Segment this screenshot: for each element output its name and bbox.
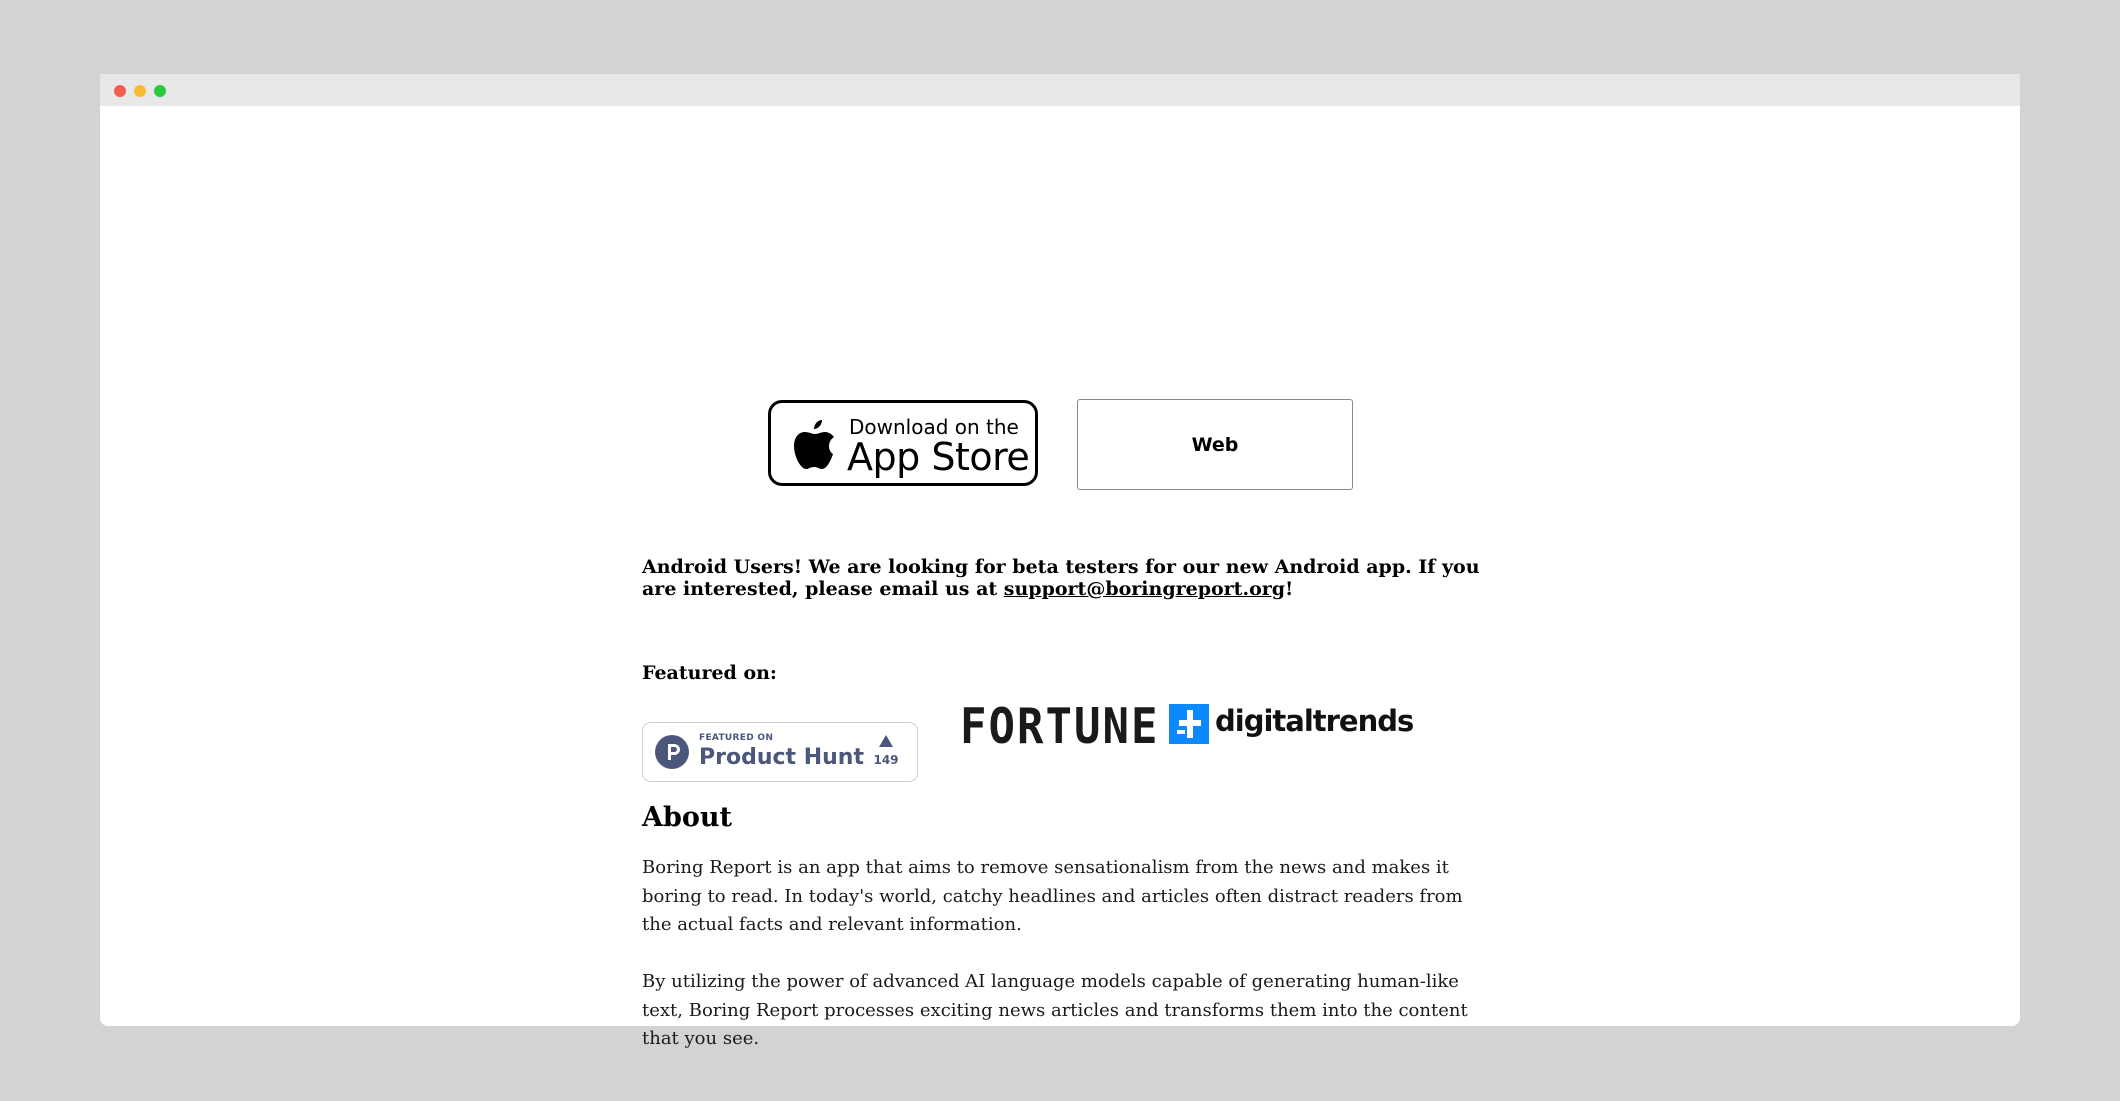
- title-bar: [100, 74, 2020, 106]
- apple-icon: [791, 417, 837, 471]
- product-hunt-logo-icon: [655, 735, 689, 769]
- minimize-window-button[interactable]: [134, 85, 146, 97]
- product-hunt-caption: FEATURED ON: [699, 733, 774, 743]
- about-heading: About: [642, 802, 732, 833]
- web-app-button[interactable]: Web: [1077, 399, 1353, 490]
- digital-trends-logo[interactable]: [1169, 704, 1414, 746]
- notice-suffix: !: [1285, 578, 1294, 600]
- maximize-window-button[interactable]: [154, 85, 166, 97]
- notice-text: Android Users! We are looking for beta testers for our new Android app. If you are interested, please email us at: [642, 556, 1480, 600]
- app-store-caption: Download on the: [849, 415, 1019, 439]
- about-paragraph-2: By utilizing the power of advanced AI language models capable of generating human-like text, Boring Report processes exciting news articles and transforms them into the content that you see.: [642, 971, 1468, 1049]
- product-hunt-badge[interactable]: [642, 722, 918, 782]
- about-paragraph-1: Boring Report is an app that aims to remove sensationalism from the news and makes it boring to read. In today's world, catchy headlines and articles often distract readers from the actual facts and relevant information.: [642, 857, 1463, 935]
- page-content: [100, 106, 2020, 1049]
- upvote-triangle-icon: [879, 735, 893, 747]
- product-hunt-name: Product Hunt: [699, 745, 864, 770]
- digital-trends-wordmark: digitaltrends: [1215, 704, 1414, 738]
- browser-window: [100, 74, 2020, 1049]
- digital-trends-mark-icon: [1169, 704, 1209, 744]
- close-window-button[interactable]: [114, 85, 126, 97]
- fortune-logo[interactable]: FORTUNE: [960, 698, 1160, 756]
- android-beta-notice: [642, 556, 1482, 600]
- app-store-download-button[interactable]: [768, 400, 1038, 486]
- featured-on-label: Featured on:: [642, 662, 777, 684]
- upvote-count: 149: [873, 753, 899, 767]
- support-email-link[interactable]: support@boringreport.org: [1003, 578, 1286, 600]
- app-store-label: App Store: [847, 435, 1030, 479]
